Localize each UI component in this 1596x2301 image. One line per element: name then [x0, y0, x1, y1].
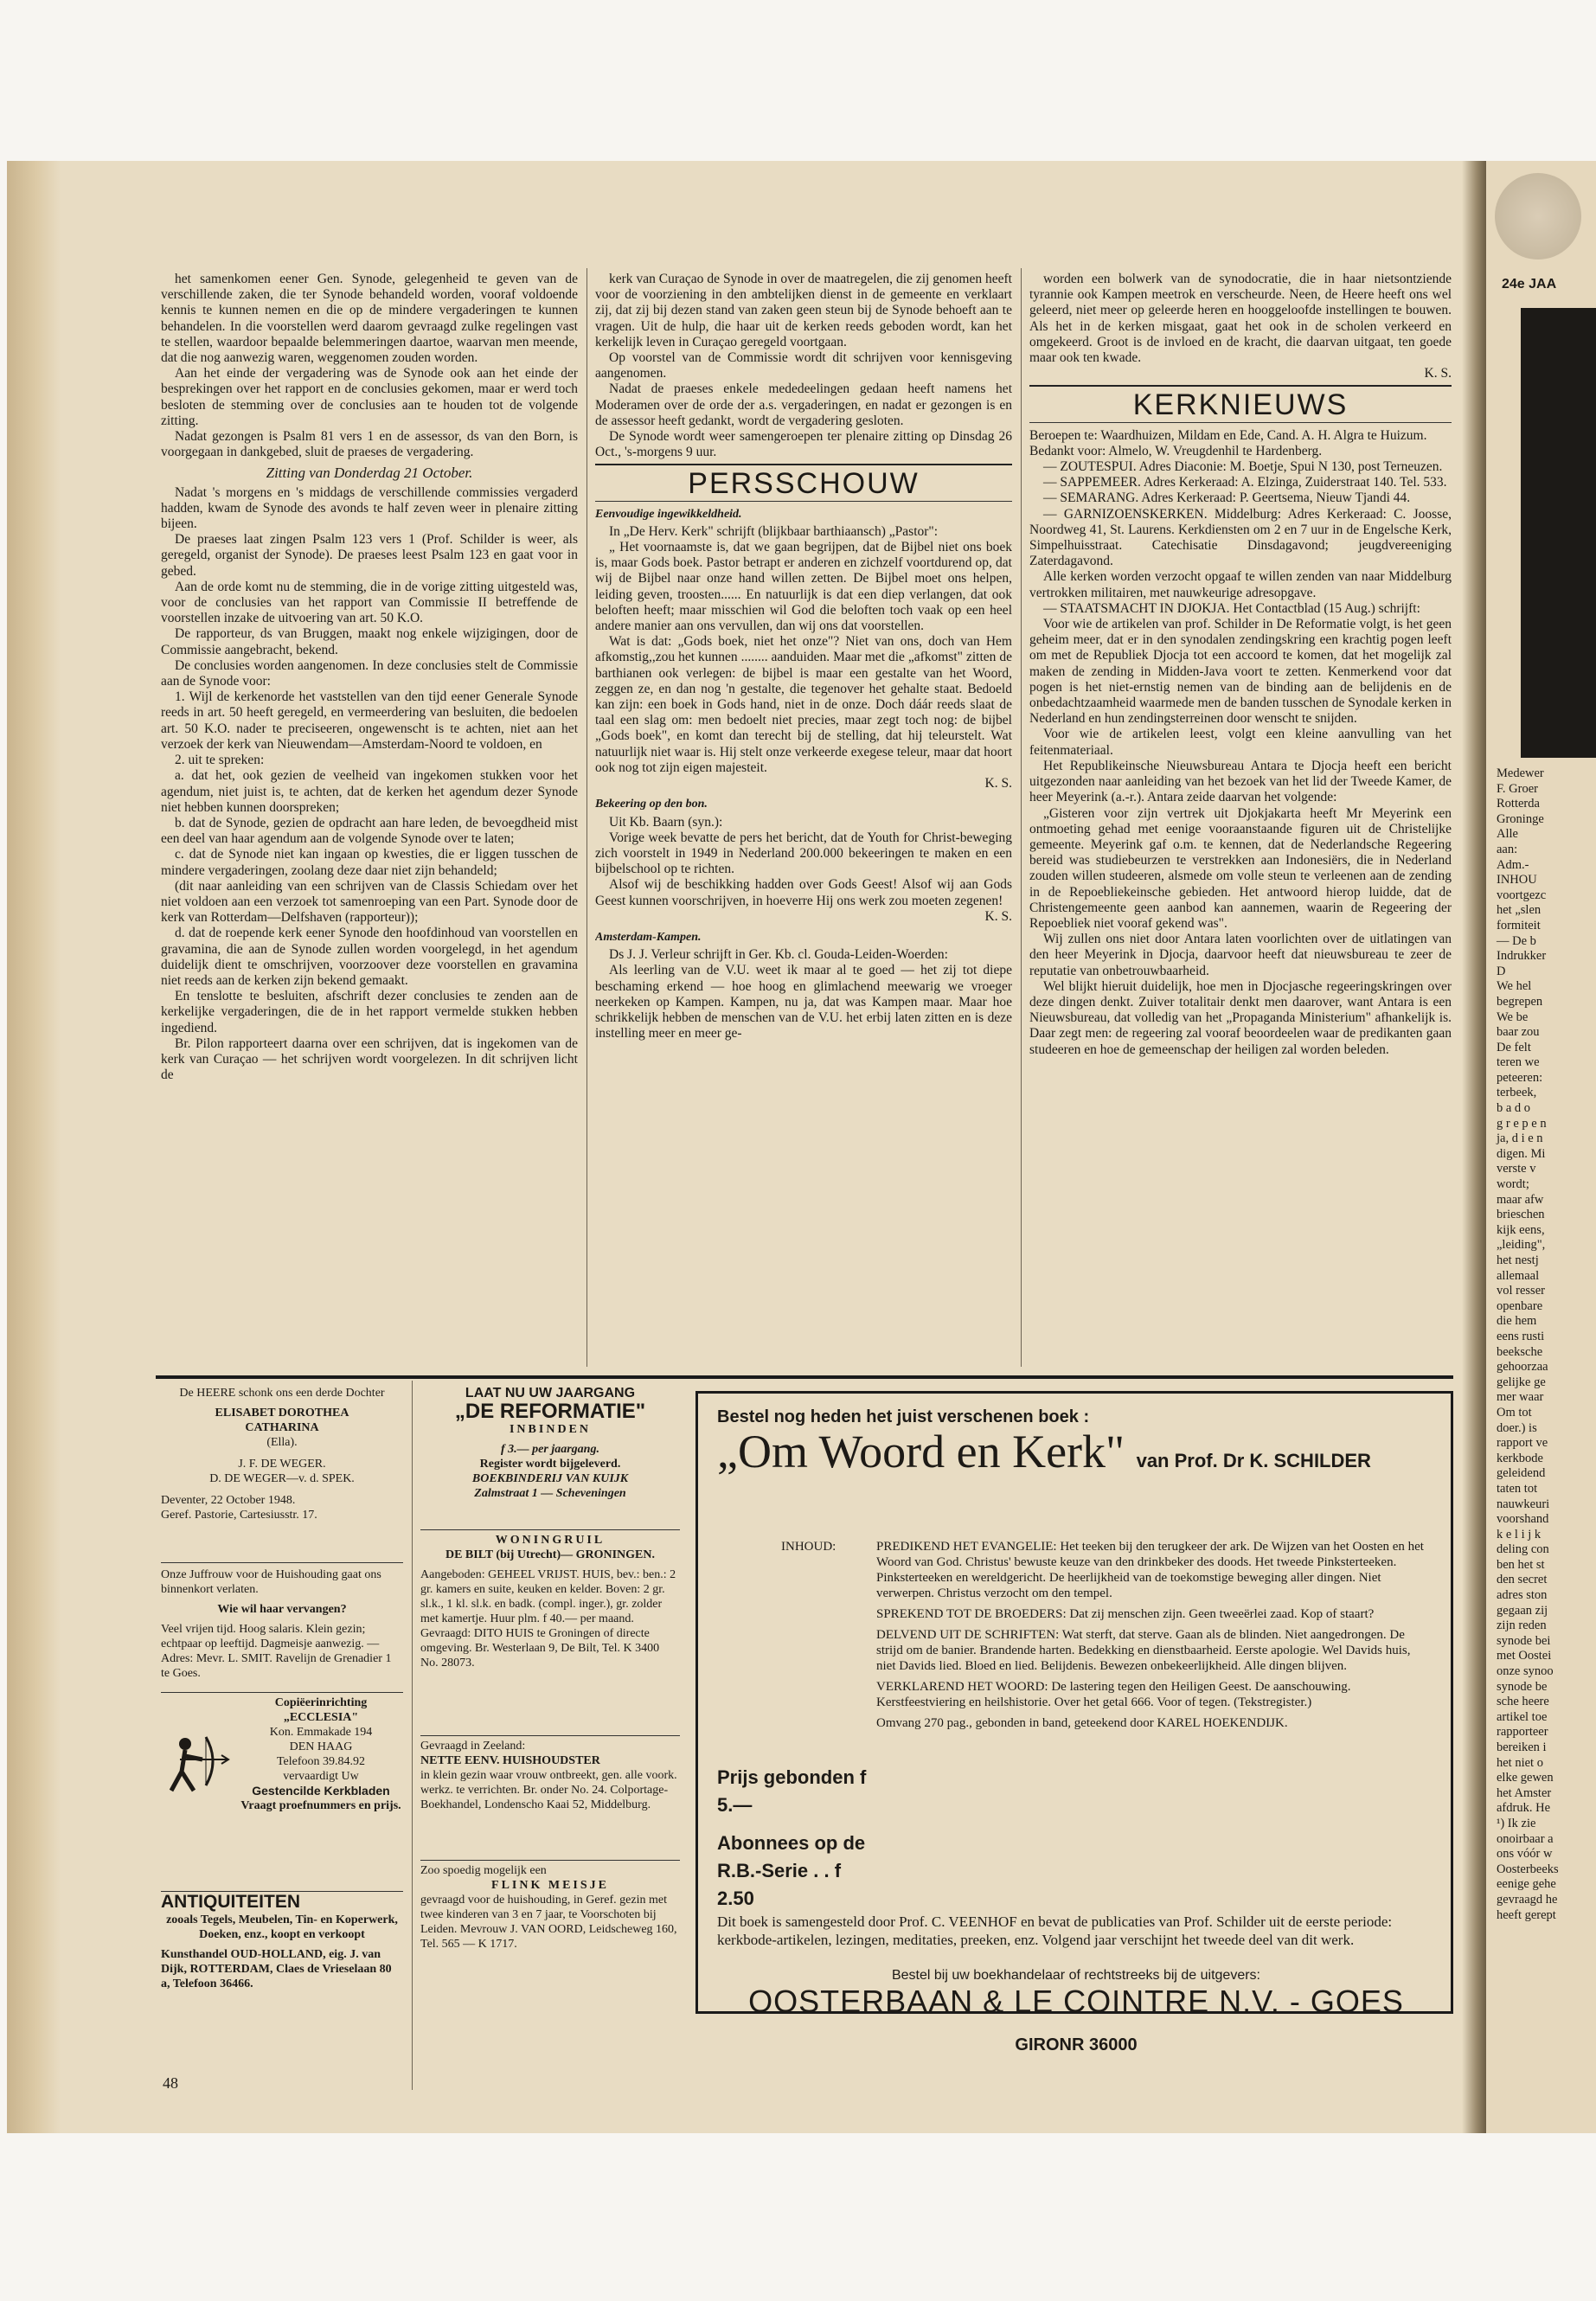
reformatie-binding-ad: LAAT NU UW JAARGANG „DE REFORMATIE" INBINDEN f 3.— per jaargang. Register wordt bijgeleverd. BOEKBINDERIJ VAN KUIJK Zalmstraat 1 — Scheveningen — [454, 1386, 646, 1500]
adjacent-page-line: het Amster — [1497, 1785, 1552, 1800]
adjacent-page-line: b a d o — [1497, 1101, 1531, 1116]
section-rule — [1029, 422, 1452, 423]
paragraph: De Synode wordt weer samengeroepen ter plenaire zitting op Dinsdag 26 Oct., 's-morgens 9 uur. — [595, 429, 1012, 460]
news-item: — ZOUTESPUI. Adres Diaconie: M. Boetje, Spui N 130, post Terneuzen. — [1043, 459, 1443, 475]
adjacent-page-line: peteeren: — [1497, 1070, 1543, 1085]
adjacent-page-line: gegaan zij — [1497, 1603, 1548, 1618]
adjacent-page-line: het nestj — [1497, 1253, 1539, 1267]
subheading: Eenvoudige ingewikkeldheid. — [595, 507, 742, 521]
adjacent-page-line: wordt; — [1497, 1177, 1529, 1192]
paragraph: Ds J. J. Verleur schrijft in Ger. Kb. cl. Gouda-Leiden-Woerden: — [609, 947, 948, 963]
adjacent-page-line: kijk eens, — [1497, 1222, 1545, 1237]
paragraph: Nadat 's morgens en 's middags de verschillende commissies vergaderd hadden, kwam de Synode des avonds te half zeven weer in plenaire zitting bijeen. — [161, 484, 578, 532]
news-item: Bedankt voor: Almelo, W. Vreugdenhil te Hardenberg. — [1029, 443, 1323, 458]
paragraph: Uit Kb. Baarn (syn.): — [609, 814, 723, 830]
adjacent-page-line: die hem — [1497, 1314, 1537, 1329]
adjacent-page-line: taten tot — [1497, 1481, 1538, 1496]
paragraph: worden een bolwerk van de synodocratie, die in haar nietsontziende tyrannie ook Kampen meetrok en verscheurde. Neen, de Heere heeft ons wel geleerd, niet meer op geleerde heren en hooggeloofde instellingen te bouwen. Als het in de kerken misgaat, gaat het ook in de scholen verkeerd en omgekeerd. Groot is de invloed en de kracht, die daarvan uitgaat, ten goede maar ook ten kwade. — [1029, 272, 1452, 366]
paragraph: Vorige week bevatte de pers het bericht, dat de Youth for Christ-beweging zich voorstelt in 1949 in Nederland 200.000 bekeeringen te maken en een bijbelschool op te richten. — [595, 830, 1012, 877]
subheading: Bekeering op den bon. — [595, 798, 708, 811]
ad-separator — [161, 1562, 403, 1563]
adjacent-page-line: De felt — [1497, 1040, 1531, 1054]
article-column-3 — [1029, 272, 1452, 1370]
paragraph: Aan de orde komt nu de stemming, die in de vorige zitting uitgesteld was, voor de conclusies van het rapport van Commissie II betreffende de voorstellen inzake de uitvoering van art. 50 K.O. — [161, 579, 578, 626]
ad-separator — [161, 1692, 403, 1693]
adjacent-page-line: terbeek, — [1497, 1086, 1537, 1100]
adjacent-page-line: Medewer — [1497, 766, 1544, 780]
adjacent-page-line: We be — [1497, 1009, 1529, 1024]
section-title-kerknieuws: KERKNIEUWS — [1132, 388, 1349, 422]
adjacent-page-line: sche heere — [1497, 1695, 1549, 1709]
adjacent-page-line: gehoorzaa — [1497, 1360, 1548, 1375]
adjacent-page-line: teren we — [1497, 1055, 1540, 1070]
news-item: — GARNIZOENSKERKEN. Middelburg: Adres Kerkeraad: C. Joosse, Noordweg 41, St. Laurens. Kerkdiensten om 2 en 7 uur in de Engelsche Kerk, Simpelhuisstraat. Catechisatie Dinsdagavond; jeugdvereeniging Zaterdagavond. — [1029, 506, 1452, 569]
ad-separator — [420, 1529, 680, 1530]
column-separator — [586, 268, 587, 1367]
news-item: Voor wie de artikelen leest, volgt een kleine aanvulling van het feitenmateriaal. — [1029, 727, 1452, 758]
adjacent-page-line: rapporteer — [1497, 1725, 1548, 1740]
paragraph: het samenkomen eener Gen. Synode, gelegenheid te geven van de verschillende zaken, die ter Synode behandeld worden, vooraf voldoende kennis te kunnen nemen en die op de mindere vergaderingen te kunnen behandelen. In die voorstellen werd daarom gevraagd zulke regelingen vast te stellen, waardoor bepaalde belemmeringen daartoe, waarvan men meende, dat die nog aanwezig waren, weggenomen zouden worden. — [161, 272, 578, 366]
adjacent-page-line: afdruk. He — [1497, 1801, 1551, 1816]
house-swap-ad: WONINGRUIL DE BILT (bij Utrecht)— GRONINGEN. Aangeboden: GEHEEL VRIJST. HUIS, bev.: ben.: 2 gr. kamers en suite, keuken en kelder. Boven: 2 gr. sl.k., 1 kl. sl.k. en badk. (compl. inger.), gr. zolder met kamertje. Huur plm. f 40.— per maand. Gevraagd: DITO HUIS te Groningen of directe omgeving. Br. Westerlaan 9, De Bilt, Tel. K 3400 No. 28073. — [420, 1534, 676, 1670]
adjacent-page-line: heeft gerept — [1497, 1907, 1556, 1922]
paragraph: Nadat gezongen is Psalm 81 vers 1 en de assessor, ds van den Born, is voorgegaan in dankgebed, sluit de praeses de vergadering. — [161, 429, 578, 460]
adjacent-page-line: maar afw — [1497, 1192, 1544, 1207]
adjacent-page-line: ons vóór w — [1497, 1847, 1553, 1862]
adjacent-page-title-block — [1521, 308, 1596, 758]
adjacent-page-line: zijn reden — [1497, 1618, 1547, 1633]
adjacent-page-line: Groninge — [1497, 811, 1544, 826]
adjacent-page-line: verste v — [1497, 1162, 1536, 1176]
paragraph: „ Het voornaamste is, dat we gaan begrijpen, dat de Bijbel niet ons boek is, maar Gods boek. Pastor betrapt er anderen en zichzelf voortdurend op, dat wij de Bijbel naar onze hand willen zetten. De Bijbel moet ons helpen, leiding geven, troosten...... En natuurlijk is dat een diep verlangen, dat ook beloften heeft; maar misschien wil God die beloften toch vaak op een heel andere manier aan ons vervullen, dan wij ons dat voorstellen. — [595, 540, 1012, 634]
adjacent-page-line: aan: — [1497, 842, 1518, 856]
ad-separator — [420, 1860, 680, 1861]
adjacent-page-line: begrepen — [1497, 994, 1543, 1009]
news-item: „Gisteren voor zijn vertrek uit Djokjakarta heeft Mr Meyerink een ontmoeting gehad met eenige vooraanstaande figuren uit de Christelijke gemeente. Meyerink gaf o.m. te kennen, dat de Nederlandsche Regeering bereid was studiebeurzen te verstrekken aan Indonesiërs, die in Nederland zouden willen studeeren, alsmede om volle steun te verleenen aan de zending in de Repoebliekeinsche gebieden. Het antwoord hierop luidde, dat de Christengemeente geen aanbod kan aannemen, waarin de Regeering der Repoebliek niet vooraf gekend was". — [1029, 805, 1452, 931]
book-contents — [781, 1539, 1430, 1736]
publisher-name: OOSTERBAAN & LE COINTRE N.V. - GOES — [748, 1984, 1404, 2019]
signature: K. S. — [1424, 366, 1452, 381]
contents-item: Omvang 270 pag., gebonden in band, geteekend door KAREL HOEKENDIJK. — [876, 1716, 1288, 1730]
adjacent-page-line: artikel toe — [1497, 1709, 1548, 1724]
paragraph: 2. uit te spreken: — [175, 753, 265, 768]
zeeland-housekeeper-ad: Gevraagd in Zeeland: NETTE EENV. HUISHOUDSTER in klein gezin waar vrouw ontbreekt, gen. alle voork. werkz. te verrichten. Br. onder No. 24. Colportage-Boekhandel, Londenscho Kaai 52, Middelburg. — [420, 1740, 677, 1811]
news-item: — SAPPEMEER. Adres Kerkeraad: A. Elzinga, Zuiderstraat 140. Tel. 533. — [1043, 475, 1447, 490]
adjacent-page-line: gelijke ge — [1497, 1375, 1546, 1389]
birth-announcement: De HEERE schonk ons een derde Dochter ELISABET DOROTHEA CATHARINA (Ella). J. F. DE WEGER. D. DE WEGER—v. d. SPEK. Deventer, 22 October 1948. Geref. Pastorie, Cartesiusstr. 17. — [161, 1387, 385, 1522]
book-advertisement — [695, 1391, 1453, 2054]
news-item: Alle kerken worden verzocht opgaaf te willen zenden van naar Middelburg vertrokken militairen, met nauwkeurige adresopgave. — [1029, 569, 1452, 600]
book-title: „Om Woord en Kerk" van Prof. Dr K. SCHILDER — [717, 1426, 1371, 1477]
contents-item: PREDIKEND HET EVANGELIE: Het teeken bij den terugkeer der ark. De Wijzen van het Oosten en het Woord van God. Christus' bewuste keuze van den drinkbeker des doods. Het tweede Pinksterteeken. Pinksterteeken en wereldgericht. De heerlijkheid van de toekomstige beweging aller dingen. Niet verwerpen. Christus verzocht om den tempel. — [876, 1540, 1424, 1600]
paragraph: kerk van Curaçao de Synode in over de maatregelen, die zij genomen heeft voor de voorziening in den ambtelijken dienst in de gemeente en verklaart zij, dat zij bij dezen stand van zaken geen steun bij de Synode behoeft aan te vragen. Uit de hulp, die haar uit de kerken reeds geboden wordt, kan het kerkelijk leven in Curaçao geregeld voortgaan. — [595, 272, 1012, 349]
adjacent-page-line: adres ston — [1497, 1588, 1548, 1603]
order-instruction: Bestel bij uw boekhandelaar of rechtstreeks bij de uitgevers: — [891, 1968, 1260, 1983]
adjacent-page-line: Indrukker — [1497, 949, 1547, 964]
page-edge-shadow — [1462, 161, 1486, 2133]
adjacent-page-line: kerkbode — [1497, 1451, 1543, 1465]
adjacent-page-line: synode bei — [1497, 1633, 1551, 1648]
book-description: Dit boek is samengesteld door Prof. C. VEENHOF en bevat de publicaties van Prof. Schilder uit de eerste periode: kerkbode-artikelen, lezingen, meditaties, preeken, enz. Volgend jaar verschijnt het tweede deel van dit werk. — [717, 1913, 1393, 1948]
adjacent-page-line: vol resser — [1497, 1284, 1545, 1298]
adjacent-page-line: bereiken i — [1497, 1740, 1547, 1754]
adjacent-page-line: INHOU — [1497, 873, 1537, 888]
page-number: 48 — [163, 2074, 178, 2092]
adjacent-page-line: doer.) is — [1497, 1420, 1537, 1435]
adjacent-page-line: F. Groer — [1497, 781, 1538, 796]
adjacent-page-line: Om tot — [1497, 1405, 1532, 1420]
ad-separator — [420, 1735, 680, 1736]
section-title-persschouw: PERSSCHOUW — [688, 467, 920, 501]
article-column-2 — [595, 272, 1012, 1370]
paragraph: Als leerling van de V.U. weet ik maar al te goed — het zij tot diepe beschaming erkend — hoe hoog en glimlachend meewarig we vroeger neerkeken op Kampen. Kampen, nu ja, dat was Kampen maar. Maar hoe schrikkelijk hebben de menschen van de V.U. het erbij laten zitten en is deze instelling meer en meer ge- — [595, 963, 1012, 1042]
news-item: Wij zullen ons niet door Antara laten voorlichten over de uitlatingen van den heer Meyerink in Djocja, daarvoor heeft dat nieuwsbureau te zeer de reputatie van onbetrouwbaarheid. — [1029, 932, 1452, 978]
contents-item: DELVEND UIT DE SCHRIFTEN: Wat sterft, dat sterve. Gaan als de blinden. Niet aangedrongen. De strijd om de banier. Brandende harten. Bedekking en dienstbaarheid. Eerste apologie. Wel Davids huis, niet Davids lied. Bloed en lied. Belijdenis. Bewezen onbekeerlijkheid. Alle dingen blijven. — [876, 1628, 1411, 1673]
adjacent-page-line: ¹) Ik zie — [1497, 1816, 1536, 1830]
column-separator — [1021, 268, 1022, 1367]
paragraph: De rapporteur, ds van Bruggen, maakt nog enkele wijzigingen, door de Commissie aangebracht, bekend. — [161, 626, 578, 657]
adjacent-page-text — [1497, 766, 1592, 1923]
archer-logo-icon — [163, 1730, 230, 1798]
paragraph: (dit naar aanleiding van een schrijven van de Classis Schiedam over het niet voldoen aan een verzoek tot samenroeping van een Part. Synode door de kerk van Rotterdam—Delfshaven (rapporteur)); — [161, 878, 578, 926]
paragraph: En tenslotte te besluiten, afschrift dezer conclusies te zenden aan de kerkelijke vergaderingen, die de in het rapport vermelde stukken hebben ingediend. — [161, 989, 578, 1035]
paragraph: b. dat de Synode, gezien de opdracht aan hare leden, de bevoegdheid mist een deel van haar agendum aan de volgende Synode over te laten; — [161, 815, 578, 847]
adjacent-page-line: digen. Mi — [1497, 1146, 1546, 1161]
paragraph: Aan het einde der vergadering was de Synode ook aan het einde der besprekingen over het rapport en de conclusies gekomen, maar er werd toch besloten de stemming over de conclusies aan te houden tot de volgende zitting. — [161, 366, 578, 428]
adjacent-page-line: rapport ve — [1497, 1436, 1548, 1451]
news-item: — SEMARANG. Adres Kerkeraad: P. Geertsema, Nieuw Tjandi 44. — [1043, 490, 1411, 506]
adjacent-page-line: Rotterda — [1497, 797, 1540, 811]
paragraph: Alsof wij de beschikking hadden over Gods Geest! Alsof wij aan Gods Geest kunnen voorschrijven, in hoeverre Hij ons werk zou moeten zegenen! — [595, 877, 1012, 908]
antiques-ad: ANTIQUITEITEN zooals Tegels, Meubelen, Tin- en Koperwerk, Doeken, enz., koopt en verkoopt Kunsthandel OUD-HOLLAND, eig. J. van Dijk, ROTTERDAM, Claes de Vrieselaan 80 a, Telefoon 36466. — [161, 1892, 398, 1990]
paragraph: In „De Herv. Kerk" schrijft (blijkbaar barthiaansch) „Pastor": — [609, 523, 939, 539]
adjacent-page-line: geleidend — [1497, 1466, 1546, 1481]
book-lead: Bestel nog heden het juist verschenen boek : — [717, 1407, 1090, 1426]
adjacent-page-line: het „slen — [1497, 903, 1542, 918]
book-prices: Prijs gebonden f 5.— Abonnees op de R.B.-Serie . . f 2.50 — [717, 1766, 867, 1909]
adjacent-page-line: allemaal — [1497, 1268, 1540, 1283]
paragraph: c. dat de Synode niet kan ingaan op kwesties, die er liggen tusschen de mindere vergaderingen, zoolang deze daar niet zijn behandeld; — [161, 847, 578, 878]
adjacent-page-edge — [1486, 161, 1596, 2133]
flink-meisje-ad: Zoo spoedig mogelijk een FLINK MEISJE gevraagd voor de huishouding, in Geref. gezin met twee kinderen van 3 en 7 jaar, te Voorschoten bij Leiden. Mevrouw J. VAN OORD, Leidscheweg 160, Tel. 565 — K 1717. — [420, 1864, 677, 1951]
ad-column-separator — [412, 1381, 413, 2090]
paragraph: d. dat de roepende kerk eener Synode den hoofdinhoud van voorstellen en gravamina, die aan de Synode zullen worden voorgelegd, in het agendum duidelijk dient te omschrijven, voorzoover deze voorstellen en gravamina niet reeds aan de kerken zijn bekend gemaakt. — [161, 926, 578, 988]
adjacent-page-line: Oosterbeeks — [1497, 1862, 1559, 1876]
adjacent-page-line: onze synoo — [1497, 1664, 1554, 1679]
contents-item: SPREKEND TOT DE BROEDERS: Dat zij menschen zijn. Geen tweeërlei zaad. Kop of staart? — [876, 1607, 1375, 1621]
adjacent-page-line: het niet o — [1497, 1755, 1543, 1770]
adjacent-page-line: k e l i j k — [1497, 1527, 1542, 1541]
adjacent-page-line: onoirbaar a — [1497, 1831, 1554, 1846]
paragraph: De praeses laat zingen Psalm 123 vers 1 (Prof. Schilder is weer, als geregeld, organist der Synode). De praeses leest Psalm 123 en gaat voor in gebed. — [161, 532, 578, 579]
adjacent-page-line: We hel — [1497, 979, 1532, 994]
news-item: Voor wie de artikelen van prof. Schilder in De Reformatie volgt, is het geen geheim meer, dat er in den synodalen zendingskring een krachtig pogen leeft om met de Republiek Djocja tot een accoord te komen, dat het mogelijk zal maken de zending in Midden-Java voort te zetten. Kenmerkend voor dat pogen is het niet-ernstig nemen van de binding aan de belijdenis en de onbedachtzaamheid waarmede men de banden tusschen de Synodale kerken in Nederland en hun zendingsterreinen door wenscht te snijden. — [1029, 617, 1452, 727]
session-heading: Zitting van Donderdag 21 October. — [266, 465, 473, 482]
adjacent-page-line: mer waar — [1497, 1390, 1544, 1405]
adjacent-page-line: D — [1497, 964, 1506, 978]
paragraph: Nadat de praeses enkele mededeelingen gedaan heeft namens het Moderamen over de orde der a.s. vergaderingen, en nadat er gezongen is en de assessor heeft gedankt, wordt de vergadering gesloten. — [595, 381, 1012, 428]
news-item: Beroepen te: Waardhuizen, Mildam en Ede, Cand. A. H. Algra te Huizum. — [1029, 427, 1427, 443]
adjacent-page-line: baar zou — [1497, 1025, 1540, 1040]
subheading: Amsterdam-Kampen. — [595, 930, 702, 944]
adjacent-page-line: — De b — [1497, 933, 1536, 948]
adjacent-page-line: den secret — [1497, 1573, 1548, 1587]
adjacent-page-line: synode be — [1497, 1679, 1548, 1694]
housekeeper-ad: Onze Juffrouw voor de Huishouding gaat ons binnenkort verlaten. Wie wil haar vervangen? Veel vrijen tijd. Hoog salaris. Klein gezin; echtpaar op leeftijd. Dagmeisje aanwezig. — Adres: Mevr. L. SMIT. Ravelijn de Grenadier 1 te Goes. — [161, 1568, 392, 1680]
section-rule — [1029, 385, 1452, 387]
paragraph: 1. Wijl de kerkenorde het vaststellen van den tijd eener Generale Synode reeds in art. 50 heeft geregeld, en vermeerdering van besluiten, die bedoelen art. 50 K.O. nader te preciseeren, ongewenscht is te achten, niet aan het verzoek der kerk van Nieuwendam—Amsterdam-Noord te voldoen, en — [161, 689, 578, 752]
adjacent-page-line: beeksche — [1497, 1344, 1543, 1359]
contents-label: INHOUD: — [781, 1540, 836, 1554]
library-stamp-icon — [1495, 173, 1581, 260]
adjacent-page-line: ben het st — [1497, 1557, 1545, 1572]
contents-item: VERKLAREND HET WOORD: De lastering tegen den Heiligen Geest. De aanschouwing. Kerstfeestviering en heilshistorie. Over het getal 666. Voor of tegen. (Tekstregister.) — [876, 1680, 1351, 1709]
book-author: van Prof. Dr K. SCHILDER — [1136, 1450, 1371, 1471]
adjacent-page-line: eenige gehe — [1497, 1877, 1556, 1892]
adjacent-page-line: deling con — [1497, 1542, 1549, 1557]
adjacent-page-line: met Oostei — [1497, 1649, 1552, 1663]
adjacent-page-line: Alle — [1497, 827, 1518, 842]
adjacent-page-line: openbare — [1497, 1298, 1543, 1313]
adjacent-page-line: ja, d i e n — [1497, 1131, 1543, 1146]
adjacent-page-line: elke gewen — [1497, 1771, 1554, 1785]
adjacent-page-line: „leiding", — [1497, 1238, 1546, 1253]
adjacent-page-line: brieschen — [1497, 1208, 1545, 1222]
article-column-1 — [161, 272, 578, 1370]
ecclesia-ad: Copiëerinrichting „ECCLESIA" Kon. Emmakade 194 DEN HAAG Telefoon 39.84.92 vervaardigt Uw Gestencilde Kerkbladen Vraagt proefnummers en prijs. — [161, 1695, 403, 1813]
paragraph: a. dat het, ook gezien de veelheid van ingekomen stukken voor het agendum, niet juist is, te achten, dat de kerken het agendum dezer Synode niet hebben kunnen doorspreken; — [161, 768, 578, 815]
paragraph: Wat is dat: „Gods boek, niet het onze"? Niet van ons, doch van Hem afkomstig,,zou het kunnen ........ aanduiden. Maar met die „afkomst" zitten de barthianen ook verlegen: de bijbel is maar een gestalte van het Woord, zeggen ze, en dan nog 'n gestalte, die tegenover het gehalte staat. Bedoeld kan zijn: een boek in Gods hand, niet in de onze. Doch dáár reeds slaat de taal een slag om: men bedoelt niet precies, maar zegt toch nog: de bijbel „Gods boek", en komt dan terecht bij de stelling, dat hij teleurstelt. Wat natuurlijk niet waar is. Hij stelt onze verkeerde exegese teleur, maar dat hoort ook nog tot zijn eigen majesteit. — [595, 634, 1012, 775]
section-rule — [595, 464, 1012, 465]
section-rule — [595, 501, 1012, 502]
adjacent-page-line: nauwkeuri — [1497, 1497, 1550, 1511]
paragraph: Br. Pilon rapporteert daarna over een schrijven, dat is ingekomen van de kerk van Curaçao — het schrijven wordt voorgelezen. In dit schrijven licht de — [161, 1035, 578, 1083]
adjacent-page-line: g r e p e n — [1497, 1116, 1547, 1131]
news-item: — STAATSMACHT IN DJOKJA. Het Contactblad (15 Aug.) schrijft: — [1043, 600, 1420, 616]
giro-number: GIRONR 36000 — [1015, 2035, 1138, 2054]
news-item: Wel blijkt hieruit duidelijk, hoe men in Djocjasche regeeringskringen over deze dingen denkt. Zuiver totalitair denkt men daarover, want Antara is een Nieuwsbureau, dat volledig van het „Propaganda Ministerium" afhankelijk is. Daar zegt men: de regeering zal vooraf beoordeelen waar de predikanten gaan studeeren en hoe de gemeenschap der heiligen zal worden beleden. — [1029, 978, 1452, 1057]
page-fold-shadow — [7, 161, 61, 2133]
adjacent-page-date: 24e JAA — [1502, 277, 1557, 292]
adjacent-page-line: formiteit — [1497, 918, 1541, 933]
paragraph: Op voorstel van de Commissie wordt dit schrijven voor kennisgeving aangenomen. — [595, 350, 1012, 381]
signature: K. S. — [984, 908, 1012, 924]
signature: K. S. — [984, 776, 1012, 792]
adjacent-page-line: Adm.- — [1497, 857, 1529, 872]
adjacent-page-line: eens rusti — [1497, 1329, 1545, 1343]
paragraph: De conclusies worden aangenomen. In deze conclusies stelt de Commissie aan de Synode voor: — [161, 657, 578, 689]
advertisement-divider — [156, 1375, 1453, 1379]
adjacent-page-line: gevraagd he — [1497, 1892, 1558, 1907]
news-item: Het Republikeinsche Nieuwsbureau Antara te Djocja heeft een bericht uitgezonden naar aanleiding van het bezoek van het lid der Tweede Kamer, de heer Meyerink (a.-r.). Antara zeide daarvan het volgende: — [1029, 758, 1452, 805]
adjacent-page-line: voorshand — [1497, 1512, 1549, 1527]
adjacent-page-line: voortgezc — [1497, 888, 1547, 902]
